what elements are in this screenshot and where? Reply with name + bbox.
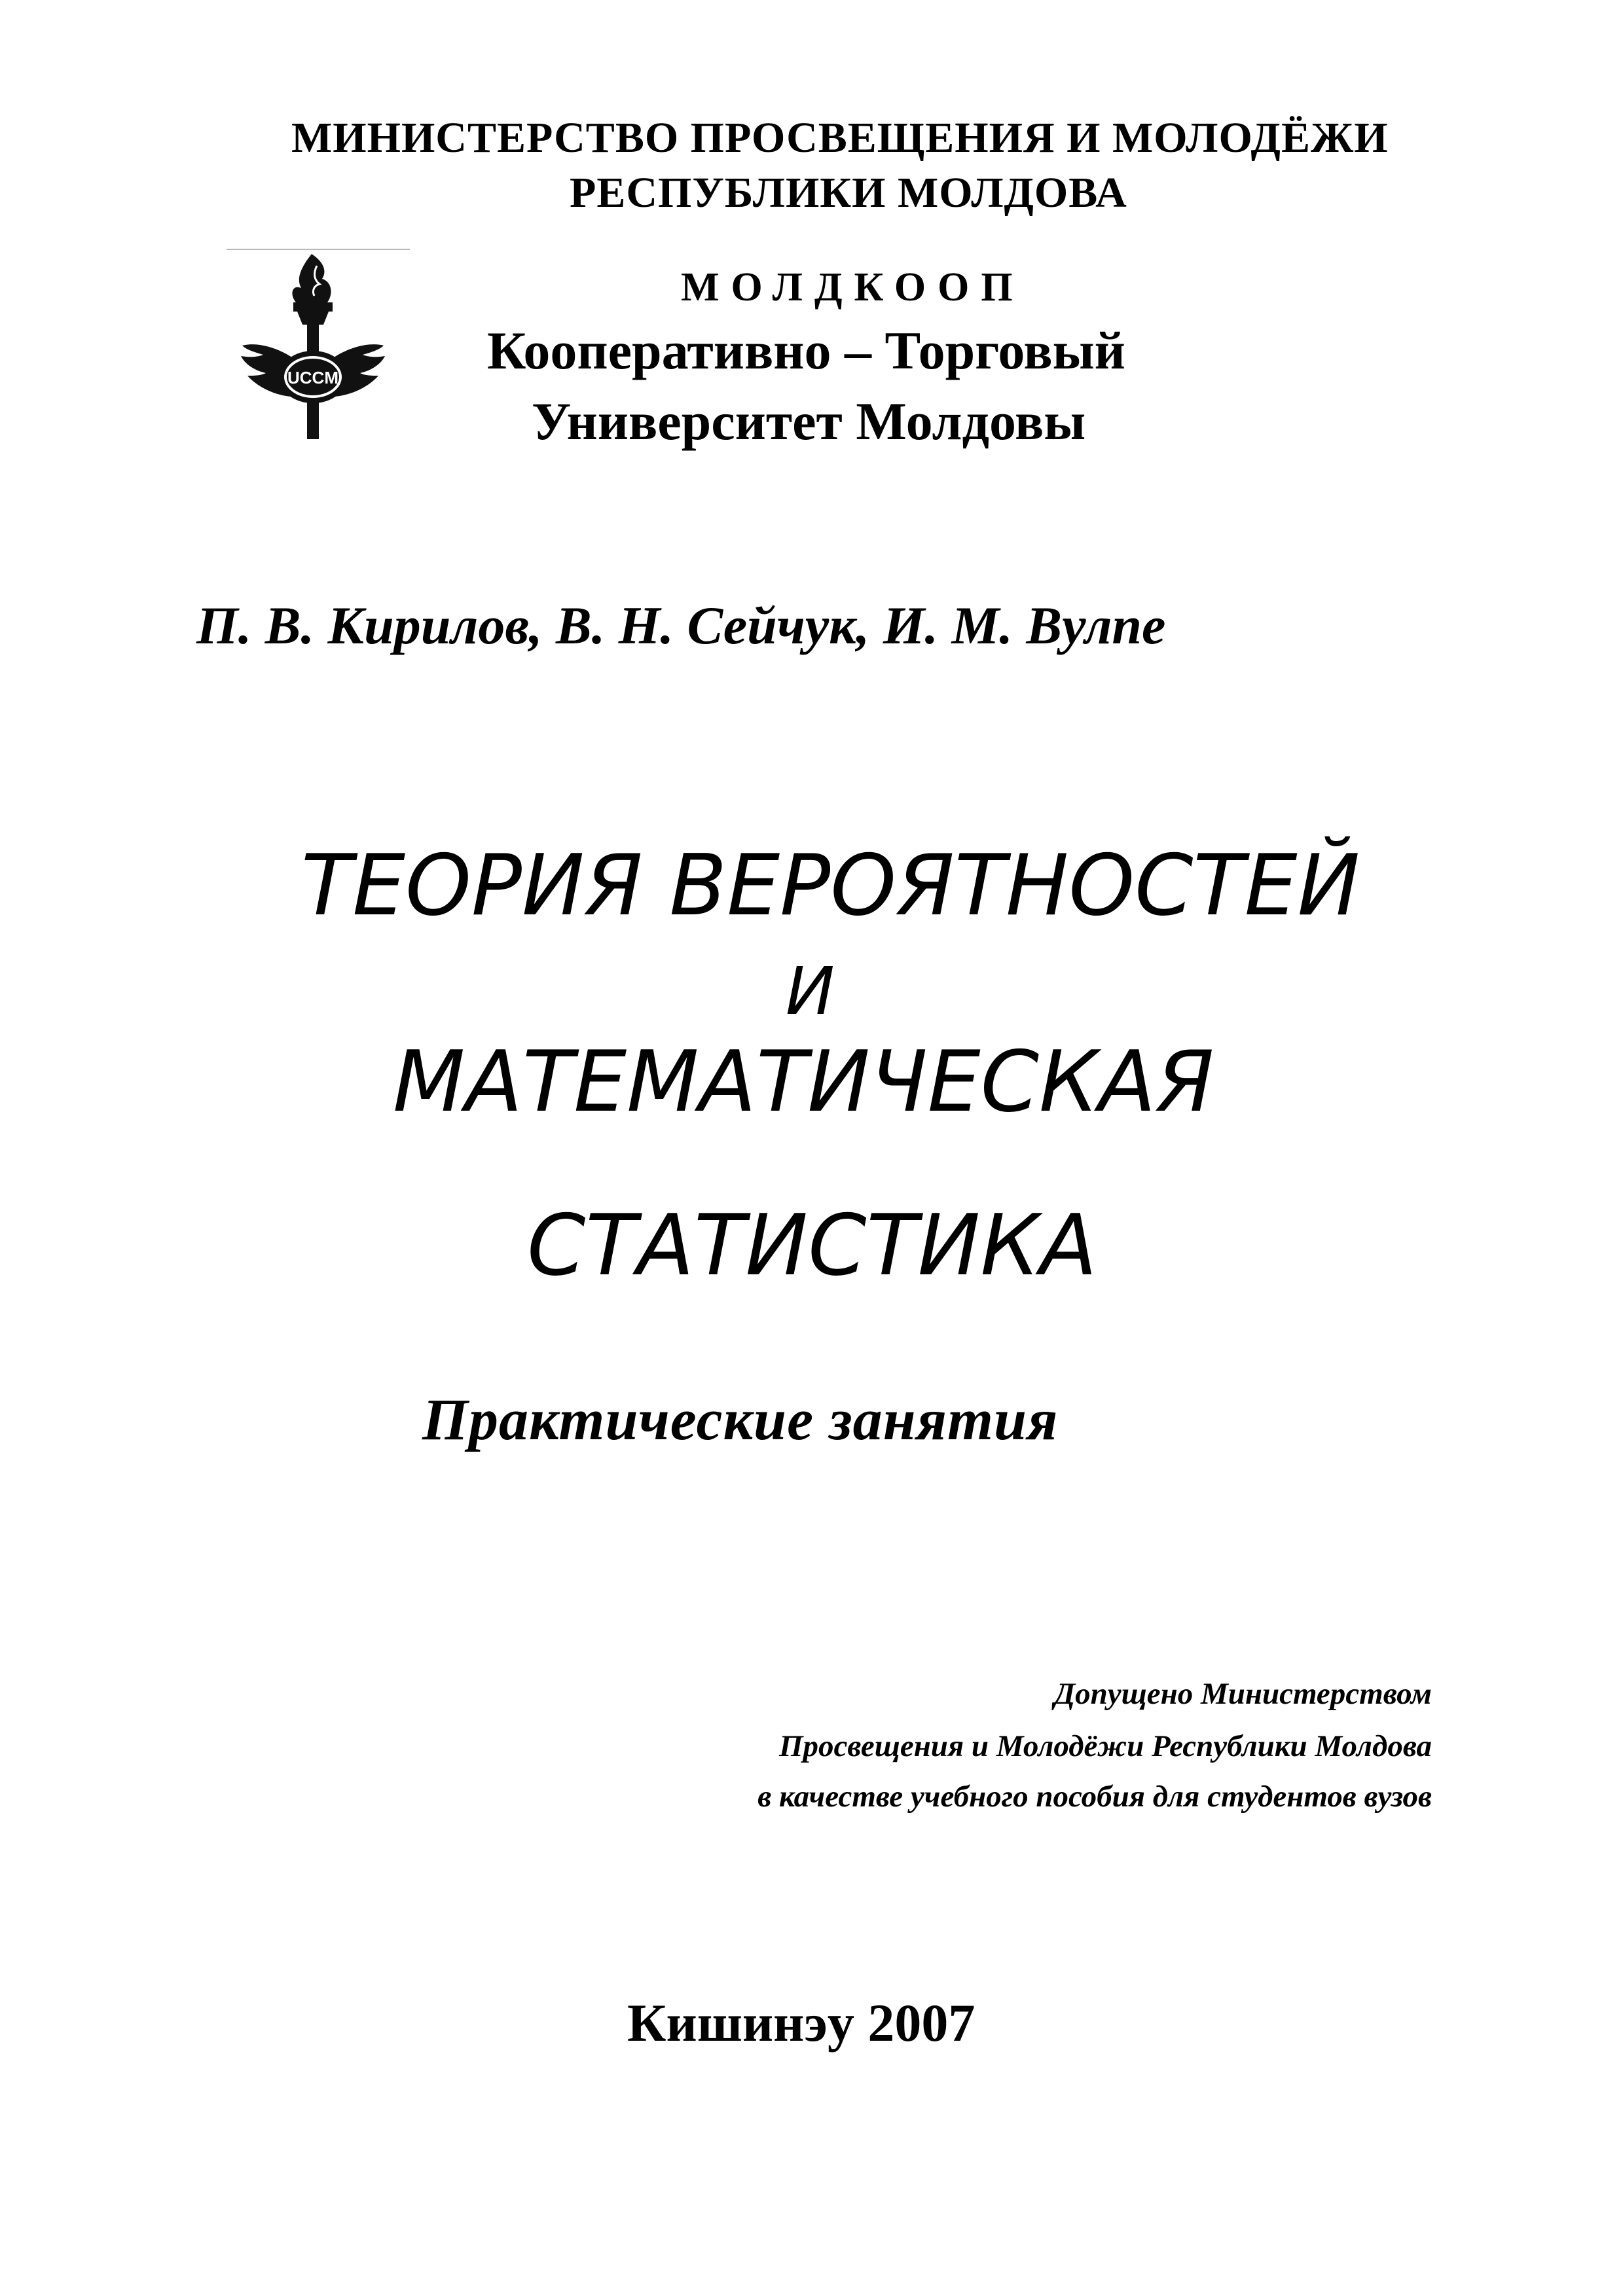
approval-line-2: Просвещения и Молодёжи Республики Молдова: [778, 1729, 1432, 1763]
title-line-3: МАТЕМАТИЧЕСКАЯ: [393, 1033, 1214, 1131]
authors: П. В. Кирилов, В. Н. Сейчук, И. М. Вулпе: [196, 596, 1166, 655]
approval-line-1: Допущено Министерством: [1054, 1677, 1432, 1711]
title-line-1: ТЕОРИЯ ВЕРОЯТНОСТЕЙ: [301, 837, 1360, 935]
university-name-line-1: Кооперативно – Торговый: [487, 321, 1125, 380]
torch-wings-emblem-icon: [228, 247, 398, 444]
university-name-line-2: Университет Молдовы: [532, 391, 1086, 451]
logo-text: UCCM: [287, 368, 338, 387]
title-line-4: СТАТИСТИКА: [527, 1197, 1097, 1295]
ministry-name-line-1: МИНИСТЕРСТВО ПРОСВЕЩЕНИЯ И МОЛОДЁЖИ: [291, 114, 1389, 162]
organization-short-name: МОЛДКООП: [681, 265, 1025, 310]
title-line-2: И: [786, 953, 835, 1030]
subtitle: Практические занятия: [422, 1388, 1059, 1452]
ministry-name-line-2: РЕСПУБЛИКИ МОЛДОВА: [570, 169, 1127, 217]
publication-place-year: Кишинэу 2007: [627, 1993, 976, 2053]
approval-line-3: в качестве учебного пособия для студентов вузов: [757, 1780, 1432, 1814]
